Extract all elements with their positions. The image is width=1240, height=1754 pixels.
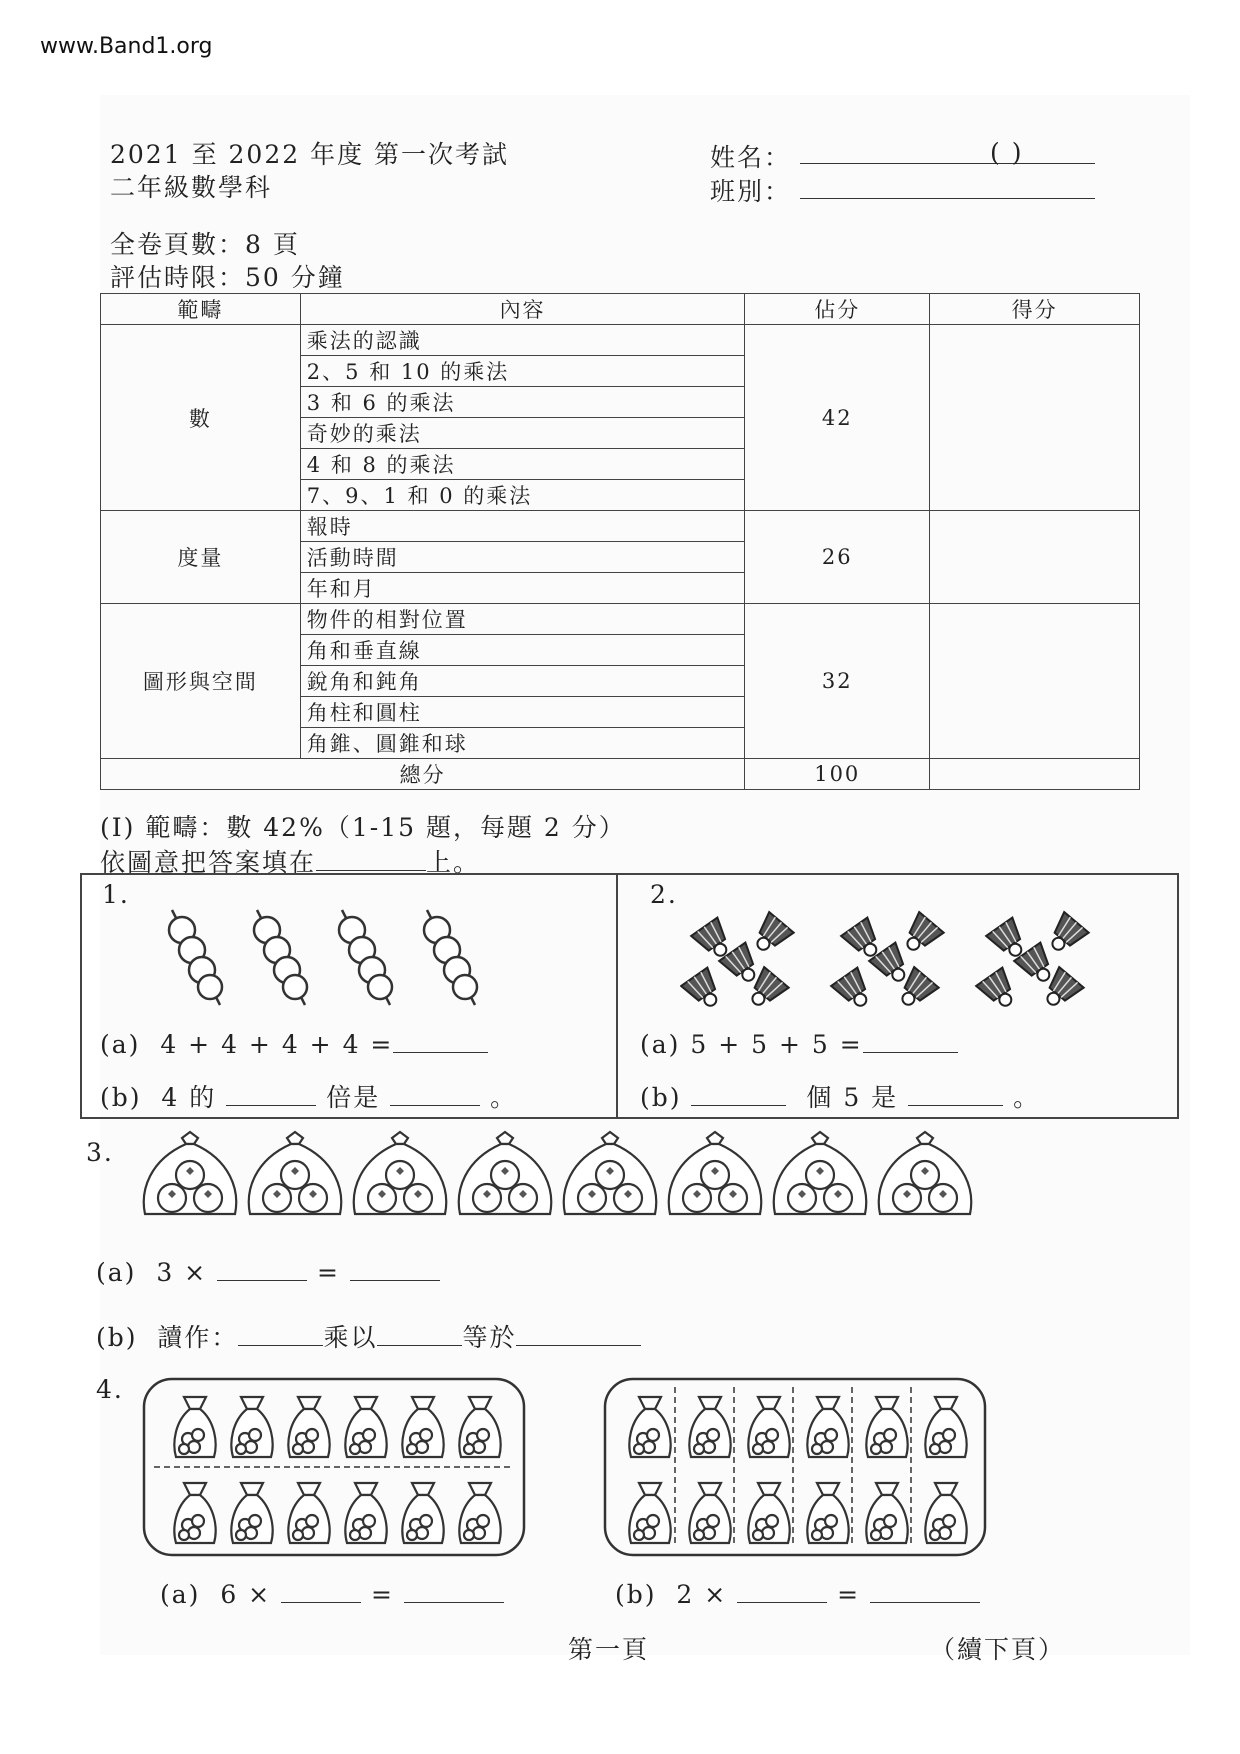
- time-limit: 評估時限：50 分鐘: [110, 263, 345, 292]
- right-bag-columns: [629, 1397, 966, 1543]
- q2-b-text1: 個 5 是: [806, 1083, 899, 1112]
- fruit-bag-icon: [564, 1132, 656, 1214]
- q2-b-answer-1[interactable]: [691, 1083, 786, 1106]
- q2-a: [640, 1030, 958, 1059]
- q3-a-answer-1[interactable]: [217, 1258, 307, 1281]
- q4-a-expr: 6 ×: [220, 1580, 272, 1609]
- skewer-icon: [254, 910, 307, 1005]
- area-number: 數: [101, 325, 301, 511]
- q4-a-answer-1[interactable]: [281, 1580, 361, 1603]
- header-area: 範疇: [101, 294, 301, 325]
- points-shape-space: 32: [745, 604, 930, 759]
- q3-a-expr: 3 ×: [156, 1258, 208, 1287]
- q3-b-read: 讀作：: [157, 1323, 239, 1352]
- fruit-bag-icon: [669, 1132, 761, 1214]
- score-table: [100, 293, 1140, 790]
- content-item: 奇妙的乘法: [300, 418, 745, 449]
- q4-b-eq: =: [837, 1580, 861, 1609]
- skewer-icon: [339, 910, 392, 1005]
- q1-b: [100, 1078, 517, 1114]
- q2-b-answer-2[interactable]: [908, 1083, 1003, 1106]
- q2-a-answer[interactable]: [863, 1030, 958, 1053]
- content-item: 銳角和鈍角: [300, 666, 745, 697]
- header-score: 得分: [930, 294, 1140, 325]
- total-points: 100: [745, 759, 930, 790]
- content-item: 角和垂直線: [300, 635, 745, 666]
- content-item: 2、5 和 10 的乘法: [300, 356, 745, 387]
- fruit-bag-icon: [774, 1132, 866, 1214]
- fruit-bag-icon: [144, 1132, 236, 1214]
- shuttlecocks-illustration: [680, 905, 1120, 1015]
- subject-title: 二年級數學科: [110, 173, 273, 202]
- q1-number: 1.: [102, 880, 130, 909]
- q2-b-label: (b): [640, 1083, 682, 1112]
- points-measures: 26: [745, 511, 930, 604]
- continued-note: （續下頁）: [930, 1635, 1066, 1664]
- q4-b-answer-2[interactable]: [870, 1580, 980, 1603]
- q3-b: [96, 1318, 641, 1354]
- q1-b-end: 。: [490, 1083, 518, 1112]
- content-item: 物件的相對位置: [300, 604, 745, 635]
- q2-b-end: 。: [1013, 1083, 1041, 1112]
- q4-a-answer-2[interactable]: [404, 1580, 504, 1603]
- q2-number: 2.: [650, 880, 678, 909]
- q4-b-expr: 2 ×: [676, 1580, 728, 1609]
- q1-b-answer-2[interactable]: [390, 1083, 480, 1106]
- total-score-cell[interactable]: [930, 759, 1140, 790]
- site-watermark: www.Band1.org: [40, 34, 213, 59]
- fruit-bags-illustration: [140, 1125, 980, 1225]
- header-points: 佔分: [745, 294, 930, 325]
- q4-a-eq: =: [371, 1580, 394, 1609]
- shuttlecock-group-1: [681, 912, 794, 1014]
- q1-a-answer[interactable]: [393, 1030, 488, 1053]
- fruit-bag-icon: [879, 1132, 971, 1214]
- shuttlecock-group-3: [976, 912, 1089, 1014]
- content-item: 4 和 8 的乘法: [300, 449, 745, 480]
- q4-b: [615, 1580, 980, 1609]
- instruction-blank-sample: [316, 848, 426, 871]
- score-cell-shape-space[interactable]: [930, 604, 1140, 759]
- q3-b-answer-3[interactable]: [516, 1323, 641, 1346]
- content-item: 7、9、1 和 0 的乘法: [300, 480, 745, 511]
- content-item: 角錐、圓錐和球: [300, 728, 745, 759]
- q2-b: [640, 1078, 1040, 1114]
- fruit-bag-icon: [459, 1132, 551, 1214]
- q3-b-mul: 乘以: [323, 1323, 378, 1352]
- q1-b-label: (b): [100, 1083, 142, 1112]
- score-cell-measures[interactable]: [930, 511, 1140, 604]
- content-item: 報時: [300, 511, 745, 542]
- shuttlecock-group-2: [831, 912, 944, 1014]
- q4-a: [160, 1580, 504, 1609]
- q3-number: 3.: [86, 1138, 114, 1167]
- name-field[interactable]: [800, 163, 1095, 164]
- content-item: 3 和 6 的乘法: [300, 387, 745, 418]
- content-item: 乘法的認識: [300, 325, 745, 356]
- skewer-icon: [424, 910, 477, 1005]
- q2-a-expr: 5 + 5 + 5 =: [690, 1030, 863, 1059]
- score-cell-number[interactable]: [930, 325, 1140, 511]
- q1-b-text2: 倍是: [326, 1083, 381, 1112]
- instruction-text-a: 依圖意把答案填在: [100, 848, 317, 877]
- exam-title: 2021 至 2022 年度 第一次考試: [110, 140, 510, 169]
- q1-a-expr: 4 + 4 + 4 + 4 =: [160, 1030, 394, 1059]
- header-content: 內容: [300, 294, 745, 325]
- area-measures: 度量: [101, 511, 301, 604]
- money-bags-illustration: [140, 1375, 1220, 1570]
- content-item: 年和月: [300, 573, 745, 604]
- content-item: 角柱和圓柱: [300, 697, 745, 728]
- q3-a-eq: =: [317, 1258, 340, 1287]
- class-field[interactable]: [800, 198, 1095, 199]
- q1-b-answer-1[interactable]: [226, 1083, 316, 1106]
- page-count: 全卷頁數：8 頁: [110, 230, 300, 259]
- skewer-icon: [169, 910, 222, 1005]
- q3-a-answer-2[interactable]: [350, 1258, 440, 1281]
- left-bag-rows: [174, 1397, 500, 1543]
- q4-number: 4.: [96, 1375, 124, 1404]
- skewers-illustration: [160, 905, 520, 1015]
- fruit-bag-icon: [354, 1132, 446, 1214]
- q4-a-label: (a): [160, 1580, 201, 1609]
- q3-b-eq: 等於: [462, 1323, 517, 1352]
- q3-b-answer-2[interactable]: [377, 1323, 462, 1346]
- area-shape-space: 圖形與空間: [101, 604, 301, 759]
- page-number: 第一頁: [568, 1635, 650, 1664]
- q4-b-answer-1[interactable]: [737, 1580, 827, 1603]
- total-label: 總分: [101, 759, 745, 790]
- q3-a-label: (a): [96, 1258, 137, 1287]
- q1-b-text1: 4 的: [161, 1083, 217, 1112]
- points-number: 42: [745, 325, 930, 511]
- q-box-divider: [616, 873, 618, 1117]
- section-heading: (I) 範疇：數 42%（1-15 題，每題 2 分）: [100, 813, 626, 842]
- q3-b-label: (b): [96, 1323, 138, 1352]
- class-number-paren: ( ): [990, 138, 1024, 167]
- instruction-text-b: 上。: [426, 848, 481, 877]
- content-item: 活動時間: [300, 542, 745, 573]
- q3-a: [96, 1258, 440, 1287]
- q3-b-answer-1[interactable]: [238, 1323, 323, 1346]
- name-label: 姓名：: [710, 143, 792, 172]
- q1-a: [100, 1030, 488, 1059]
- q1-a-label: (a): [100, 1030, 141, 1059]
- q2-a-label: (a): [640, 1030, 681, 1059]
- fruit-bag-icon: [249, 1132, 341, 1214]
- q4-b-label: (b): [615, 1580, 657, 1609]
- class-label: 班別：: [710, 177, 792, 206]
